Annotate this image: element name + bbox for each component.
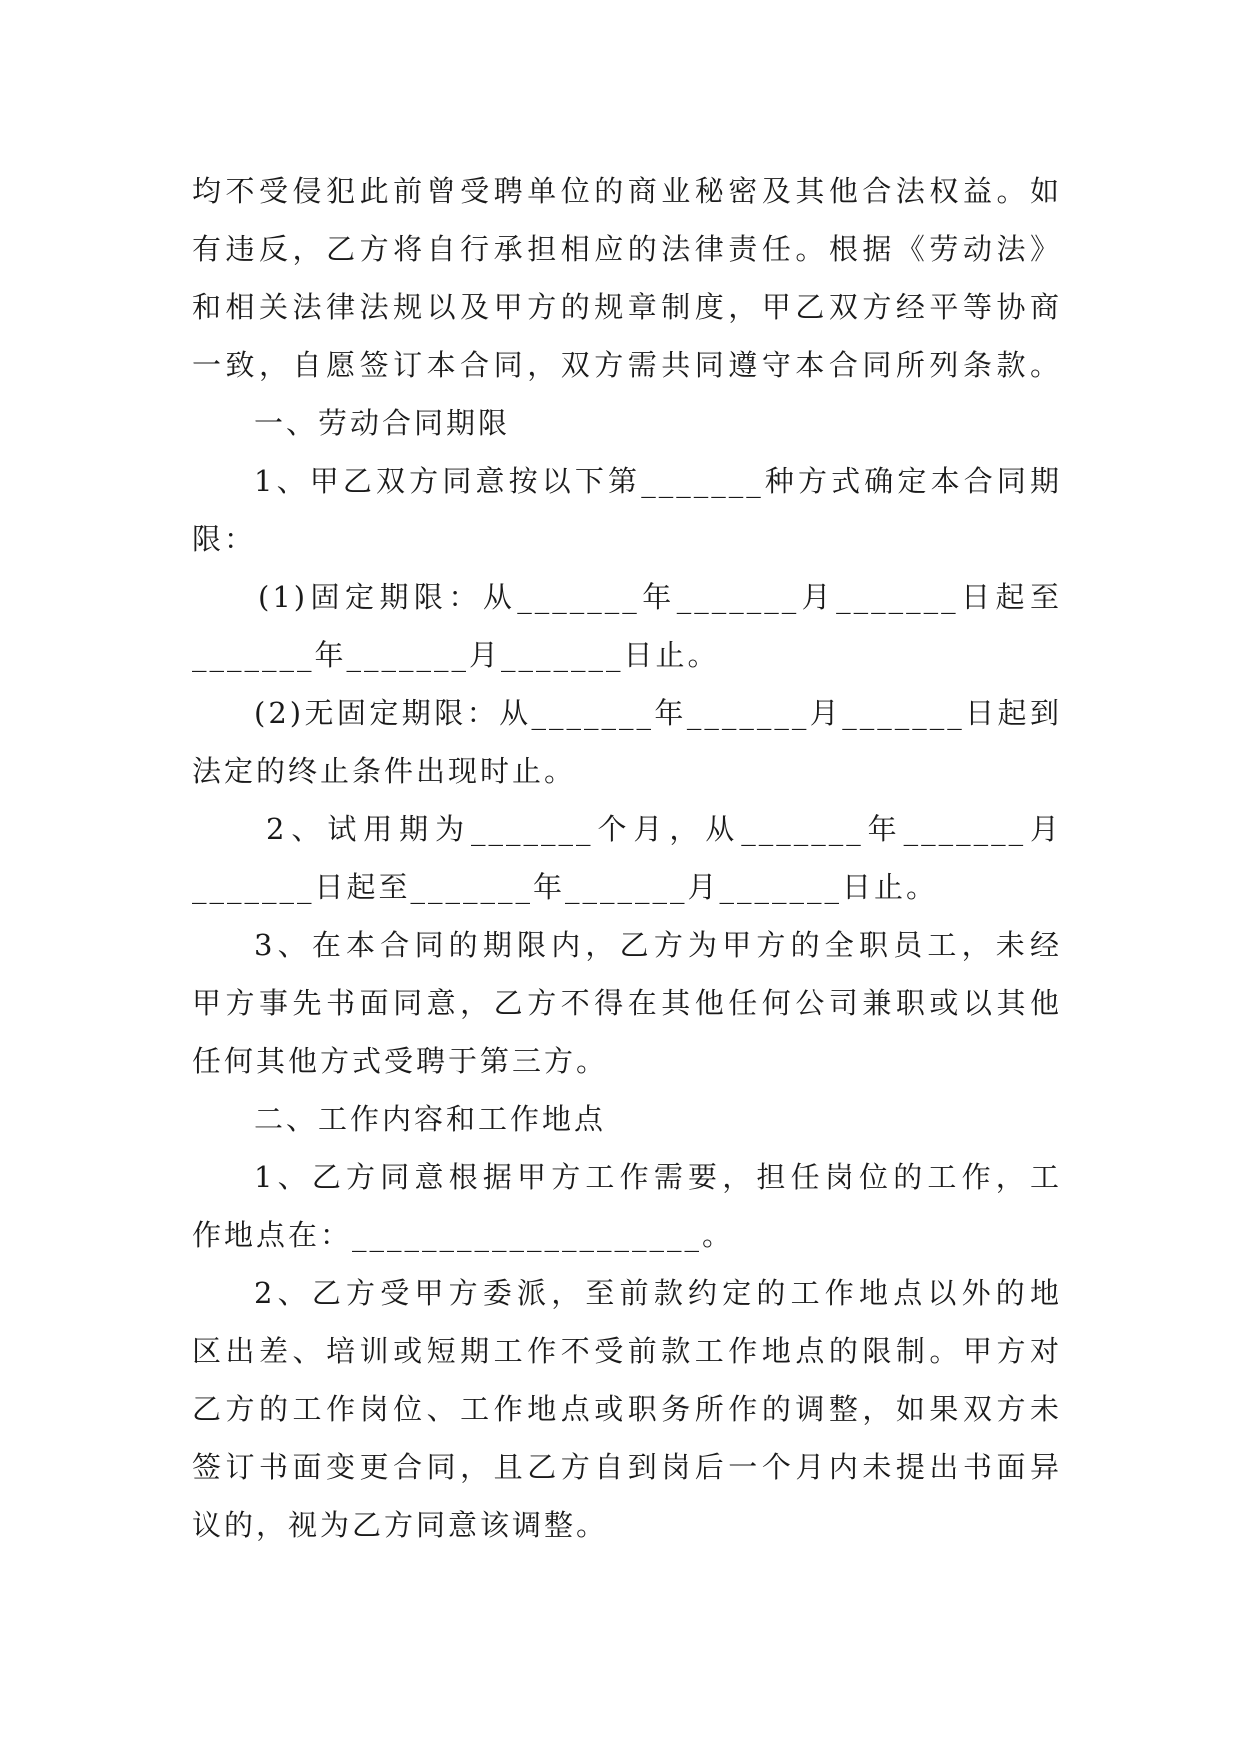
text-line: 任何其他方式受聘于第三方。 — [192, 1044, 609, 1078]
text-line: _______日起至_______年_______月_______日止。 — [192, 870, 939, 904]
section-heading-2: 二、工作内容和工作地点 — [254, 1102, 607, 1136]
text-line: 一致，自愿签订本合同，双方需共同遵守本合同所列条款。 — [192, 348, 1062, 382]
document-body — [192, 162, 1062, 1554]
text-line: _______年_______月_______日止。 — [192, 638, 720, 672]
text-line: (1)固定期限：从_______年_______月_______日起至 — [258, 580, 1062, 614]
text-line: 区出差、培训或短期工作不受前款工作地点的限制。甲方对 — [192, 1334, 1062, 1368]
text-line: (2)无固定期限：从_______年_______月_______日起到 — [254, 696, 1062, 730]
text-line: 1、甲乙双方同意按以下第_______种方式确定本合同期 — [254, 464, 1062, 498]
text-line: 签订书面变更合同，且乙方自到岗后一个月内未提出书面异 — [192, 1450, 1062, 1484]
text-line: 作地点在：____________________。 — [192, 1218, 735, 1252]
text-line: 法定的终止条件出现时止。 — [192, 754, 577, 788]
text-line: 甲方事先书面同意，乙方不得在其他任何公司兼职或以其他 — [192, 986, 1062, 1020]
text-line: 3、在本合同的期限内，乙方为甲方的全职员工，未经 — [254, 928, 1062, 962]
text-line: 乙方的工作岗位、工作地点或职务所作的调整，如果双方未 — [192, 1392, 1062, 1426]
text-line: 和相关法律法规以及甲方的规章制度，甲乙双方经平等协商 — [192, 290, 1062, 324]
text-line: 1、乙方同意根据甲方工作需要，担任岗位的工作，工 — [254, 1160, 1062, 1194]
text-line: 均不受侵犯此前曾受聘单位的商业秘密及其他合法权益。如 — [192, 174, 1062, 208]
text-line: 限： — [192, 522, 257, 556]
section-heading-1: 一、劳动合同期限 — [254, 406, 511, 440]
text-line: 2、试用期为_______个月，从_______年_______月 — [266, 812, 1062, 846]
text-line: 2、乙方受甲方委派，至前款约定的工作地点以外的地 — [254, 1276, 1062, 1310]
text-line: 议的，视为乙方同意该调整。 — [192, 1508, 609, 1542]
text-line: 有违反，乙方将自行承担相应的法律责任。根据《劳动法》 — [192, 232, 1062, 266]
